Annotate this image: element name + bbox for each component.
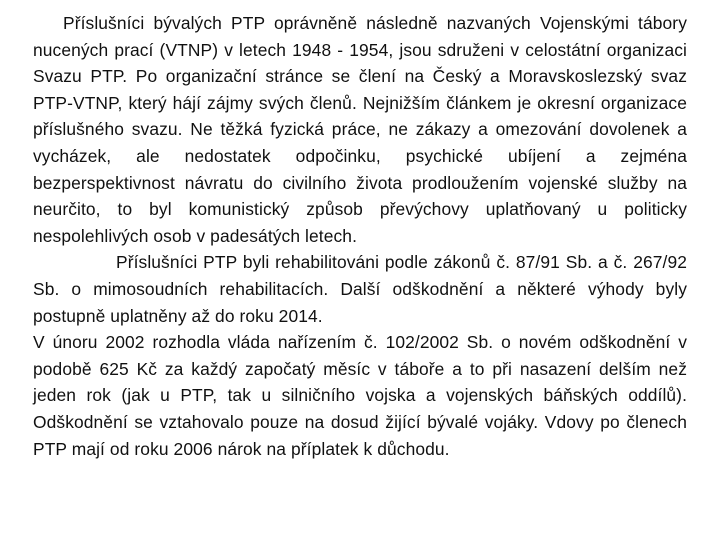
paragraph-compensation: V únoru 2002 rozhodla vláda nařízením č. 102/2002 Sb. o novém odškodnění v podobě 625 Kč za každý započatý měsíc v táboře a to při nasazení delším než jeden rok (jak u PTP, tak u silničního vojska a vojenských báňských oddílů). Odškodnění se vztahovalo pouze na dosud žijící bývalé vojáky. Vdovy po členech PTP mají od roku 2006 nárok na příplatek k důchodu. [33, 332, 687, 459]
document-body [33, 10, 687, 462]
paragraph-rehabilitation: Příslušníci PTP byli rehabilitováni podle zákonů č. 87/91 Sb. a č. 267/92 Sb. o mimosoudních rehabilitacích. Další odškodnění a některé výhody byly postupně uplatněny až do roku 2014. [33, 252, 687, 326]
paragraph-ptp-organization: Příslušníci bývalých PTP oprávněně následně nazvaných Vojenskými tábory nucených prací (VTNP) v letech 1948 - 1954, jsou sdruženi v celostátní organizaci Svazu PTP. Po organizační stránce se člení na Český a Moravskoslezský svaz PTP-VTNP, který hájí zájmy svých členů. Nejnižším článkem je okresní organizace příslušného svazu. Ne těžká fyzická práce, ne zákazy a omezování dovolenek a vycházek, ale nedostatek odpočinku, psychické ubíjení a zejména bezperspektivnost návratu do civilního života prodloužením vojenské služby na neurčito, to byl komunistický způsob převýchovy uplatňovaný u politicky nespolehlivých osob v padesátých letech. [33, 13, 687, 246]
